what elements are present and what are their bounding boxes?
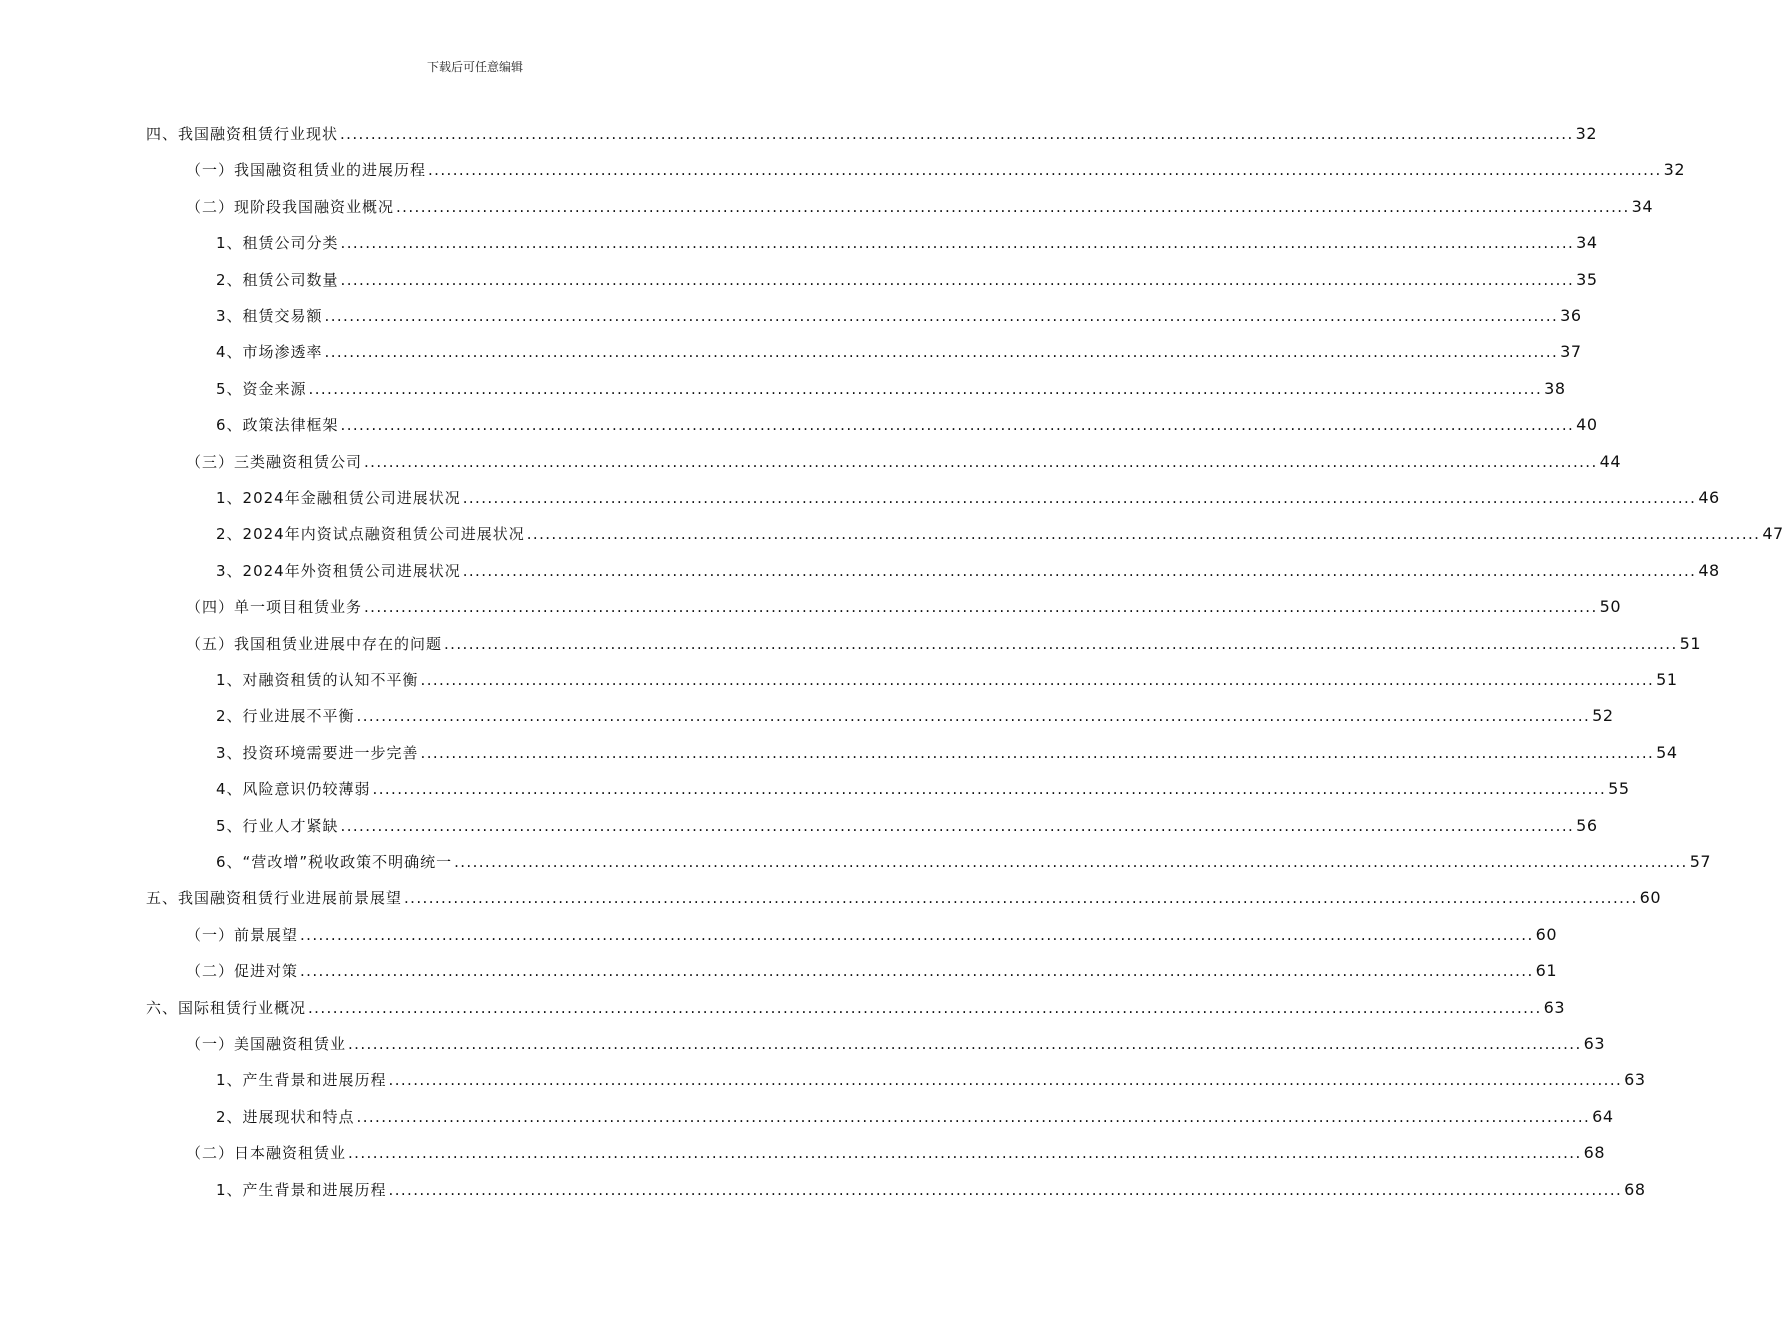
toc-entry-title: 5、资金来源	[216, 379, 307, 398]
toc-entry-title: （五）我国租赁业进展中存在的问题	[186, 634, 443, 653]
toc-entry[interactable]	[216, 1179, 1646, 1207]
toc-entry-title: 2、2024年内资试点融资租赁公司进展状况	[216, 525, 525, 544]
toc-page-number: 50	[1599, 597, 1621, 617]
toc-leader-dots: ........................................................................................................................................................................................................	[300, 962, 1534, 981]
toc-leader-dots: ........................................................................................................................................................................................................	[340, 234, 1575, 253]
toc-leader-dots: ........................................................................................................................................................................................................	[372, 780, 1607, 799]
toc-leader-dots: ........................................................................................................................................................................................................	[364, 598, 1598, 617]
toc-page-number: 63	[1543, 997, 1565, 1017]
toc-page-number: 68	[1583, 1143, 1605, 1163]
toc-page-number: 60	[1639, 888, 1661, 908]
toc-entry-title: 5、行业人才紧缺	[216, 816, 339, 835]
toc-entry-title: （一）前景展望	[186, 925, 299, 944]
toc-leader-dots: ........................................................................................................................................................................................................	[348, 1144, 1582, 1163]
toc-page-number: 47	[1762, 524, 1784, 544]
toc-page-number: 56	[1576, 815, 1598, 835]
toc-page-number: 63	[1583, 1034, 1605, 1053]
toc-leader-dots: ........................................................................................................................................................................................................	[324, 307, 1559, 325]
toc-page-number: 51	[1679, 633, 1701, 653]
toc-entry-title: 1、产生背景和进展历程	[216, 1071, 387, 1090]
toc-leader-dots: ........................................................................................................................................................................................................	[348, 1035, 1582, 1053]
toc-leader-dots: ........................................................................................................................................................................................................	[300, 925, 1534, 944]
toc-entry[interactable]	[146, 997, 1565, 1025]
toc-entry-title: 2、行业进展不平衡	[216, 707, 355, 726]
toc-entry-title: 3、投资环境需要进一步完善	[216, 743, 419, 762]
toc-leader-dots: ........................................................................................................................................................................................................	[308, 998, 1542, 1017]
toc-entry[interactable]	[216, 341, 1582, 369]
toc-entry[interactable]	[216, 705, 1614, 733]
toc-leader-dots: ........................................................................................................................................................................................................	[396, 197, 1630, 216]
toc-entry-title: （三）三类融资租赁公司	[186, 452, 363, 471]
toc-entry[interactable]	[186, 159, 1685, 187]
toc-entry-title: （二）日本融资租赁业	[186, 1144, 347, 1163]
toc-entry[interactable]	[216, 851, 1712, 879]
toc-page-number: 34	[1631, 196, 1653, 216]
toc-entry[interactable]	[216, 232, 1598, 260]
toc-leader-dots: ........................................................................................................................................................................................................	[462, 489, 1697, 507]
toc-entry-title: 3、租赁交易额	[216, 307, 323, 325]
toc-entry-title: 2、进展现状和特点	[216, 1107, 355, 1126]
toc-entry-title: 1、租赁公司分类	[216, 234, 339, 253]
toc-page-number: 54	[1656, 742, 1678, 762]
toc-entry[interactable]	[216, 560, 1720, 588]
toc-leader-dots: ........................................................................................................................................................................................................	[420, 671, 1655, 689]
toc-page-number: 36	[1560, 306, 1582, 325]
toc-entry-title: 4、风险意识仍较薄弱	[216, 780, 371, 799]
toc-page-number: 63	[1624, 1070, 1646, 1090]
toc-entry-title: （二）促进对策	[186, 962, 299, 981]
toc-leader-dots: ........................................................................................................................................................................................................	[388, 1180, 1623, 1199]
toc-entry[interactable]	[186, 960, 1557, 988]
toc-page-number: 40	[1576, 415, 1598, 435]
toc-page-number: 44	[1599, 451, 1621, 471]
toc-leader-dots: ........................................................................................................................................................................................................	[324, 343, 1559, 362]
toc-leader-dots: ........................................................................................................................................................................................................	[444, 634, 1678, 653]
toc-page-number: 68	[1624, 1179, 1646, 1199]
toc-entry[interactable]	[186, 596, 1621, 624]
toc-page-number: 64	[1592, 1106, 1614, 1126]
toc-entry[interactable]	[216, 669, 1678, 697]
toc-entry[interactable]	[216, 778, 1630, 806]
toc-leader-dots: ........................................................................................................................................................................................................	[340, 125, 1574, 143]
toc-page-number: 37	[1560, 342, 1582, 362]
toc-entry[interactable]	[216, 378, 1566, 406]
toc-entry-title: 2、租赁公司数量	[216, 270, 339, 289]
toc-page-number: 55	[1608, 779, 1630, 799]
toc-entry[interactable]	[216, 1106, 1614, 1134]
toc-page-number: 38	[1544, 378, 1566, 398]
toc-leader-dots: ........................................................................................................................................................................................................	[526, 525, 1761, 544]
toc-entry-title: 1、2024年金融租赁公司进展状况	[216, 489, 461, 507]
toc-entry[interactable]	[216, 269, 1598, 297]
toc-entry-title: 3、2024年外资租赁公司进展状况	[216, 561, 461, 580]
toc-entry-title: 4、市场渗透率	[216, 343, 323, 362]
toc-leader-dots: ........................................................................................................................................................................................................	[404, 889, 1638, 908]
toc-page-number: 34	[1576, 233, 1598, 253]
toc-page-number: 32	[1663, 160, 1685, 180]
toc-page-number: 48	[1698, 560, 1720, 580]
toc-page-number: 51	[1656, 670, 1678, 689]
toc-entry[interactable]	[186, 1033, 1605, 1061]
toc-leader-dots: ........................................................................................................................................................................................................	[308, 379, 1543, 398]
toc-entry-title: 1、产生背景和进展历程	[216, 1180, 387, 1199]
toc-entry[interactable]	[186, 196, 1653, 224]
toc-entry-title: （二）现阶段我国融资业概况	[186, 197, 395, 216]
toc-entry[interactable]	[216, 1069, 1646, 1097]
toc-leader-dots: ........................................................................................................................................................................................................	[420, 743, 1655, 762]
toc-entry[interactable]	[216, 487, 1720, 515]
toc-leader-dots: ........................................................................................................................................................................................................	[356, 707, 1591, 726]
toc-entry-title: 六、国际租赁行业概况	[146, 998, 307, 1017]
toc-page-number: 60	[1535, 924, 1557, 944]
toc-page-number: 52	[1592, 706, 1614, 726]
toc-entry[interactable]	[186, 924, 1557, 952]
toc-entry[interactable]	[186, 451, 1621, 479]
toc-leader-dots: ........................................................................................................................................................................................................	[388, 1071, 1623, 1090]
toc-entry-title: 四、我国融资租赁行业现状	[146, 125, 339, 143]
toc-leader-dots: ........................................................................................................................................................................................................	[356, 1107, 1591, 1126]
toc-leader-dots: ........................................................................................................................................................................................................	[340, 270, 1575, 289]
toc-entry[interactable]	[146, 123, 1597, 151]
toc-entry[interactable]	[186, 633, 1701, 661]
toc-entry-title: 6、政策法律框架	[216, 416, 339, 435]
toc-leader-dots: ........................................................................................................................................................................................................	[428, 161, 1662, 180]
toc-entry[interactable]	[216, 523, 1784, 551]
toc-leader-dots: ........................................................................................................................................................................................................	[364, 452, 1598, 471]
toc-leader-dots: ........................................................................................................................................................................................................	[462, 561, 1697, 580]
toc-page-number: 46	[1698, 488, 1720, 507]
toc-entry[interactable]	[146, 887, 1661, 915]
toc-leader-dots: ........................................................................................................................................................................................................	[454, 853, 1688, 871]
toc-entry[interactable]	[216, 305, 1582, 333]
toc-entry[interactable]	[216, 742, 1678, 770]
toc-entry[interactable]	[216, 815, 1598, 843]
toc-entry-title: 1、对融资租赁的认知不平衡	[216, 671, 419, 689]
toc-entry-title: （一）美国融资租赁业	[186, 1035, 347, 1053]
toc-entry[interactable]	[186, 1142, 1605, 1170]
toc-leader-dots: ........................................................................................................................................................................................................	[340, 816, 1575, 835]
toc-entry-title: 五、我国融资租赁行业进展前景展望	[146, 889, 403, 908]
toc-entry-title: （一）我国融资租赁业的进展历程	[186, 161, 427, 180]
toc-entry[interactable]	[216, 414, 1598, 442]
toc-page-number: 32	[1575, 124, 1597, 143]
page-header: 下载后可任意编辑	[426, 60, 523, 74]
toc-page-number: 57	[1689, 852, 1712, 871]
toc-entry-title: 6、“营改增”税收政策不明确统一	[216, 853, 453, 871]
toc-entry-title: （四）单一项目租赁业务	[186, 598, 363, 617]
toc-page-number: 61	[1535, 961, 1557, 981]
toc-page-number: 35	[1576, 269, 1598, 289]
toc-leader-dots: ........................................................................................................................................................................................................	[340, 416, 1575, 435]
